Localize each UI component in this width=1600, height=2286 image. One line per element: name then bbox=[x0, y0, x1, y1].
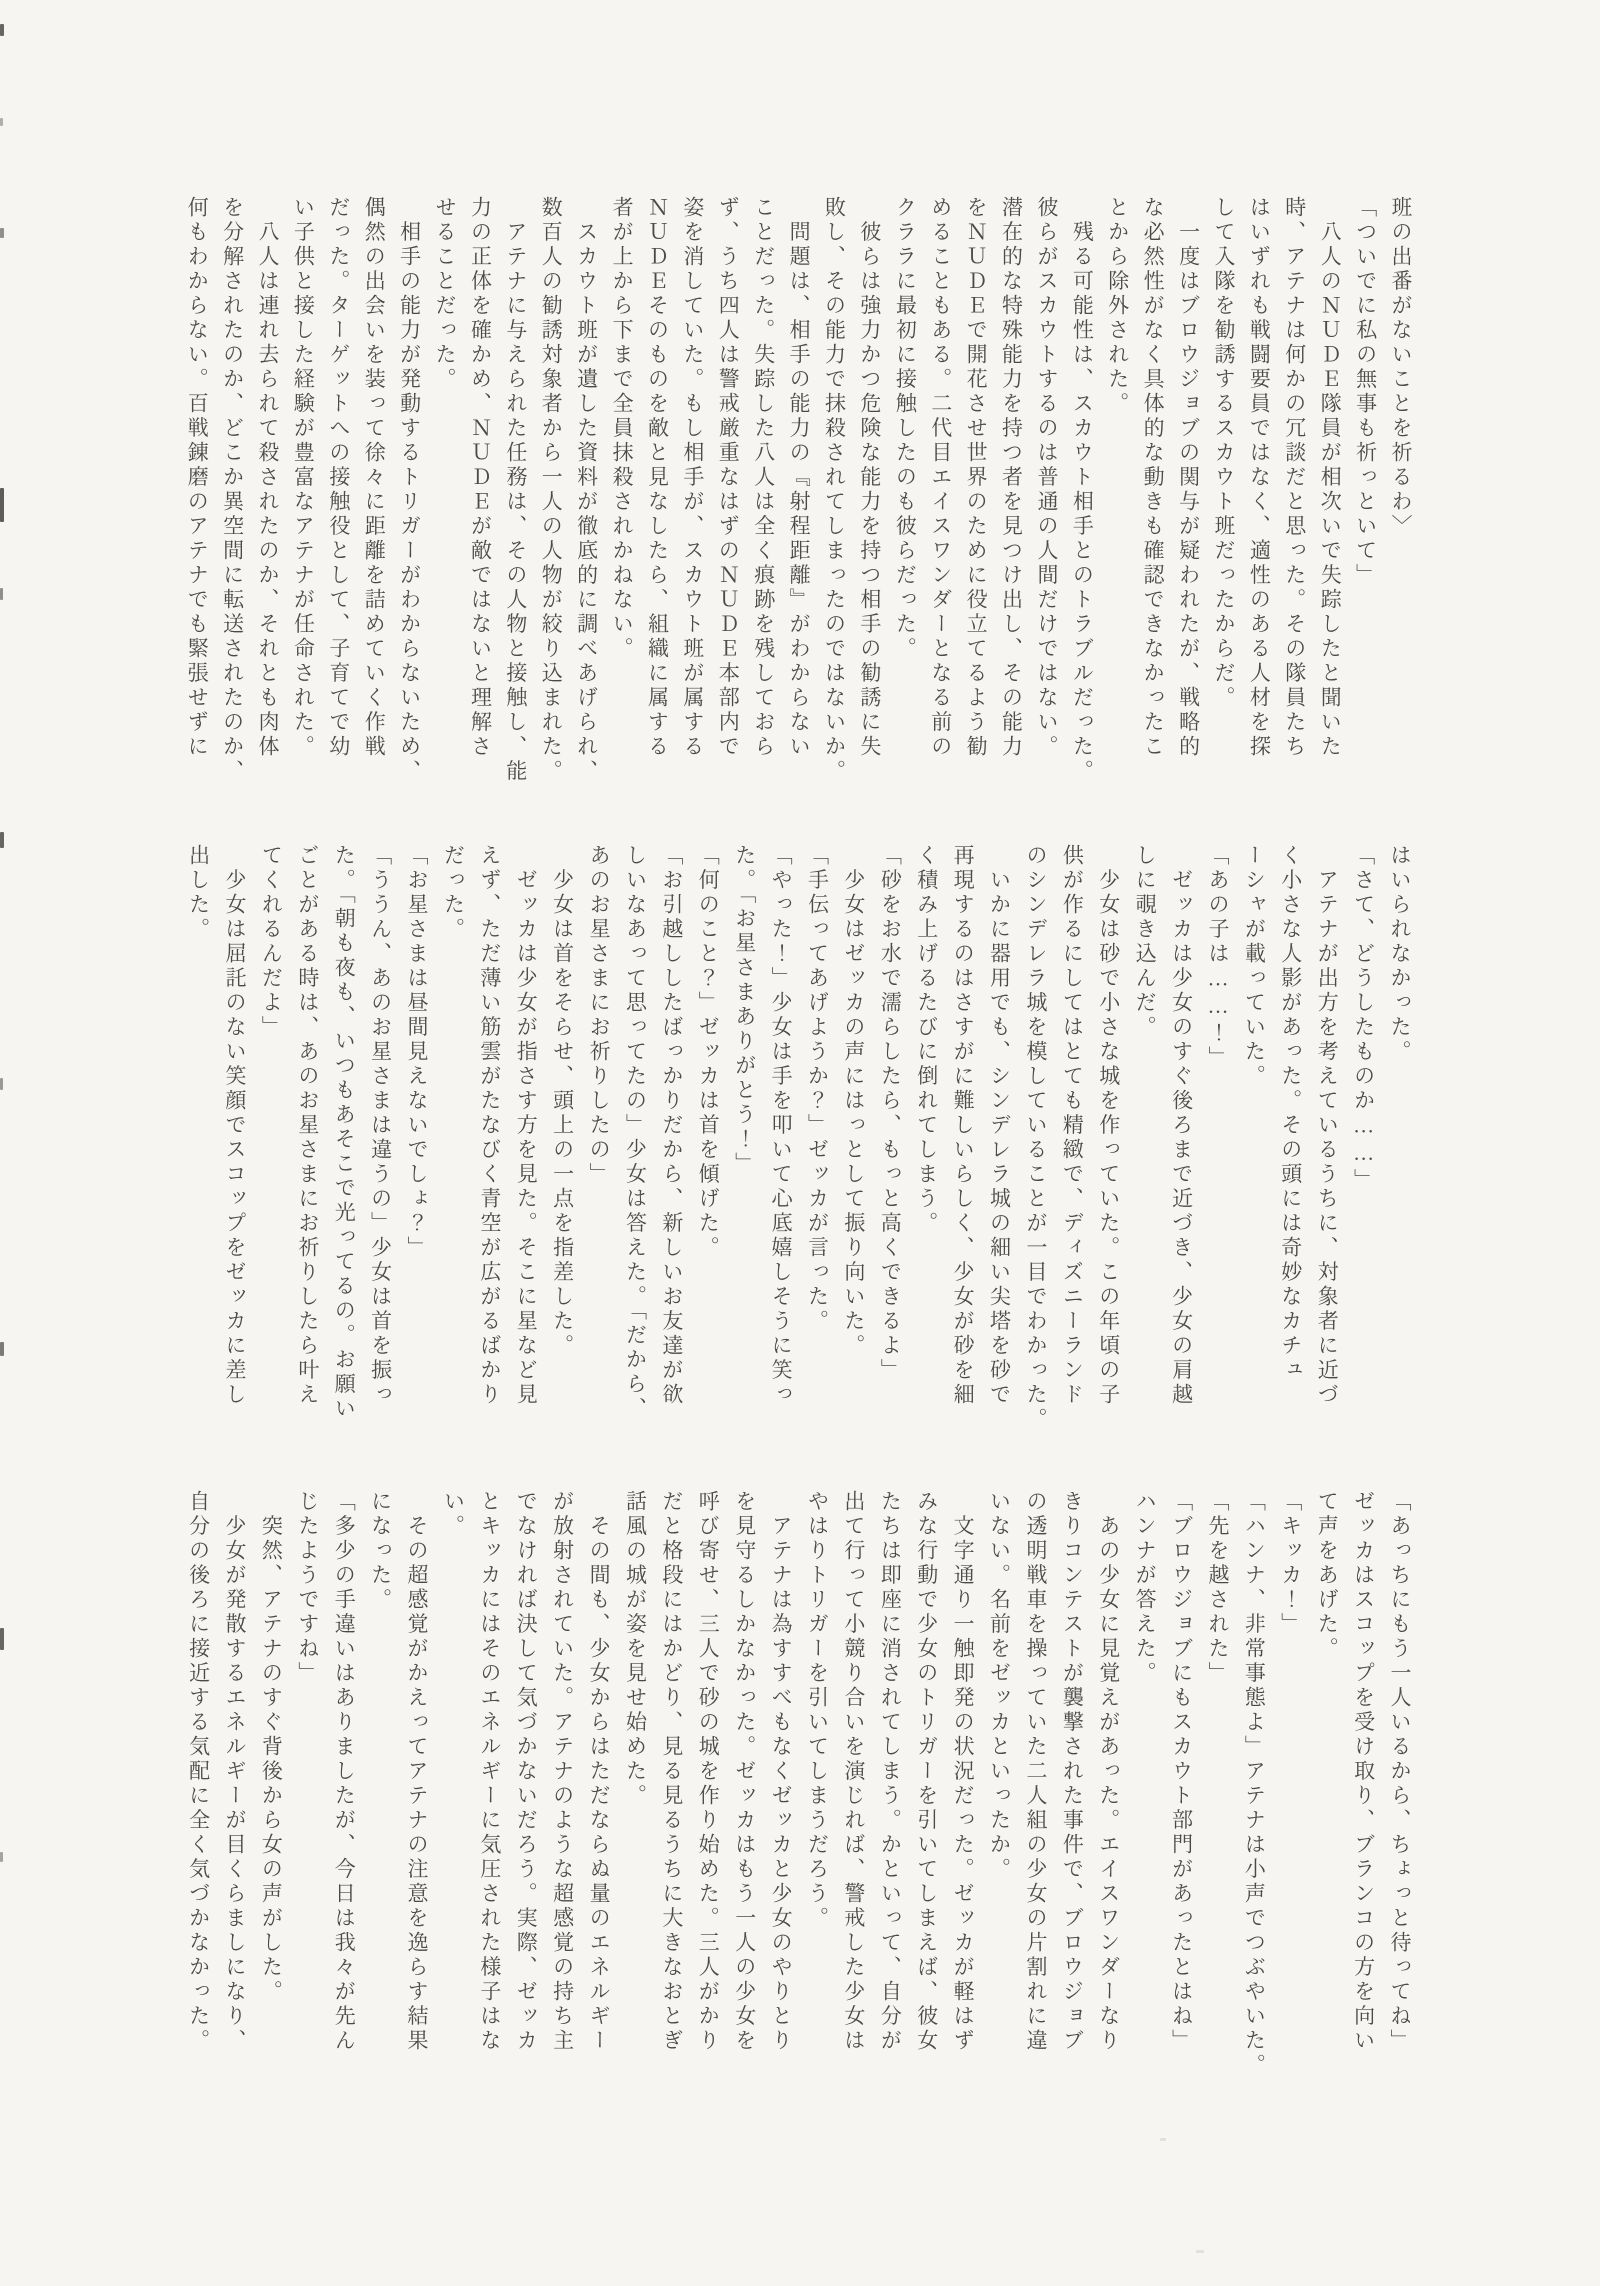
text-column: 自分の後ろに接近する気配に全く気づかなかった。 bbox=[186, 1490, 211, 2054]
text-column: 八人のＮＵＤＥ隊員が相次いで失踪したと聞いた bbox=[1318, 196, 1343, 760]
scan-artifact bbox=[1160, 2138, 1166, 2141]
text-column: 供が作るにしてはとても精緻で、ディズニーランド bbox=[1060, 844, 1085, 1408]
text-column: スカウト班が遺した資料が徹底的に調べあげられ、 bbox=[574, 196, 599, 784]
text-column: だと格段にはかどり、見る見るうちに大きなおとぎ bbox=[659, 1490, 684, 2054]
text-column: 残る可能性は、スカウト相手とのトラブルだった。 bbox=[1070, 196, 1095, 784]
scan-artifact bbox=[0, 228, 4, 238]
text-column: 「ううん、あのお星さまは違うの」少女は首を振っ bbox=[368, 844, 393, 1408]
text-column: 再現するのはさすがに難しいらしく、少女が砂を細 bbox=[951, 844, 976, 1408]
text-column: 相手の能力が発動するトリガーがわからないため、 bbox=[397, 196, 422, 784]
text-column: 「お引越ししたばっかりだから、新しいお友達が欲 bbox=[659, 844, 684, 1408]
text-column: 少女は首をそらせ、頭上の一点を指差した。 bbox=[550, 844, 575, 1359]
text-column: 呼び寄せ、三人で砂の城を作り始めた。三人がかり bbox=[696, 1490, 721, 2054]
text-column: て声をあげた。 bbox=[1315, 1490, 1340, 1662]
scan-artifact bbox=[0, 588, 3, 600]
text-column: い子供と接した経験が豊富なアテナが任命された。 bbox=[291, 196, 316, 760]
text-column: その間も、少女からはただならぬ量のエネルギー bbox=[587, 1490, 612, 2054]
text-column: クララに最初に接触したのも彼らだった。 bbox=[893, 196, 918, 662]
text-column: 「あっちにもう一人いるから、ちょっと待ってね」 bbox=[1388, 1490, 1412, 2054]
text-column: はいられなかった。 bbox=[1388, 844, 1412, 1065]
text-column: い。 bbox=[441, 1490, 466, 1539]
text-column: 少女が発散するエネルギーが目くらましになり、 bbox=[223, 1490, 247, 2054]
text-column: 何もわからない。百戦錬磨のアテナでも緊張せずに bbox=[185, 196, 210, 760]
text-column: ハンナが答えた。 bbox=[1133, 1490, 1158, 1686]
text-column: 潜在的な特殊能力を持つ者を見つけ出し、その能力 bbox=[999, 196, 1024, 760]
text-column: アテナに与えられた任務は、その人物と接触し、能 bbox=[503, 196, 528, 784]
text-column: じたようですね」 bbox=[295, 1490, 320, 1686]
scan-artifact bbox=[0, 1078, 3, 1090]
text-column: な必然性がなく具体的な動きも確認できなかったこ bbox=[1141, 196, 1166, 760]
text-column: ＮＵＤＥそのものを敵と見なしたら、組織に属する bbox=[645, 196, 670, 760]
text-column: いない。名前をゼッカといったか。 bbox=[987, 1490, 1012, 1882]
text-column: 力の正体を確かめ、ＮＵＤＥが敵ではないと理解さ bbox=[468, 196, 493, 760]
text-column: はいずれも戦闘要員ではなく、適性のある人材を探 bbox=[1247, 196, 1272, 760]
text-column: ーシャが載っていた。 bbox=[1242, 844, 1267, 1089]
text-column: やはりトリガーを引いてしまうだろう。 bbox=[805, 1490, 830, 1931]
text-column: 少女は砂で小さな城を作っていた。この年頃の子 bbox=[1096, 844, 1121, 1408]
text-column: ゼッカはスコップを受け取り、ブランコの方を向い bbox=[1351, 1490, 1376, 2054]
text-column: せることだった。 bbox=[433, 196, 458, 392]
text-column: とキッカにはそのエネルギーに気圧された様子はな bbox=[477, 1490, 502, 2054]
text-column: して入隊を勧誘するスカウト班だったからだ。 bbox=[1211, 196, 1236, 711]
scan-artifact bbox=[1196, 2250, 1204, 2253]
text-column: が放射されていた。アテナのような超感覚の持ち主 bbox=[550, 1490, 575, 2054]
text-column: の透明戦車を操っていた二人組の少女の片割れに違 bbox=[1023, 1490, 1048, 2054]
text-column: 「ついでに私の無事も祈っといて」 bbox=[1353, 196, 1378, 588]
text-column: 「手伝ってあげようか？」ゼッカが言った。 bbox=[805, 844, 830, 1334]
text-column: 「先を越された」 bbox=[1205, 1490, 1230, 1686]
text-column: 少女はゼッカの声にはっとして振り向いた。 bbox=[841, 844, 866, 1359]
text-column: 「やった！」少女は手を叩いて心底嬉しそうに笑っ bbox=[769, 844, 794, 1408]
scan-artifact bbox=[0, 832, 4, 848]
text-column: でなければ決して気づかないだろう。実際、ゼッカ bbox=[514, 1490, 539, 2054]
text-column: だった。 bbox=[441, 844, 466, 942]
text-column: 「キッカ！」 bbox=[1278, 1490, 1303, 1637]
text-column: 「あの子は……！」 bbox=[1205, 844, 1230, 1071]
text-column: 話風の城が姿を見せ始めた。 bbox=[623, 1490, 648, 1809]
text-column: をＮＵＤＥで開花させ世界のために役立てるよう勧 bbox=[964, 196, 989, 760]
text-column: あのお星さまにお祈りしたの」 bbox=[587, 844, 612, 1187]
text-column: 「お星さまは昼間見えないでしょ？」 bbox=[405, 844, 430, 1261]
text-column: ことだった。失踪した八人は全く痕跡を残しておら bbox=[751, 196, 776, 760]
text-column: その超感覚がかえってアテナの注意を逸らす結果 bbox=[405, 1490, 430, 2054]
text-column: 時、アテナは何かの冗談だと思った。その隊員たち bbox=[1282, 196, 1307, 760]
text-column: 姿を消していた。もし相手が、スカウト班が属する bbox=[680, 196, 705, 760]
text-column: あの少女に見覚えがあった。エイスワンダーなり bbox=[1096, 1490, 1121, 2054]
text-band-2 bbox=[180, 844, 1418, 1456]
text-column: 問題は、相手の能力の『射程距離』がわからない bbox=[787, 196, 812, 760]
text-column: 班の出番がないことを祈るわ〉 bbox=[1389, 196, 1413, 539]
text-column: た。「朝も夜も、いつもあそこで光ってるの。お願い bbox=[332, 844, 357, 1422]
scan-artifact bbox=[0, 1628, 4, 1650]
scan-artifact bbox=[0, 488, 4, 522]
text-column: めることもある。二代目エイスワンダーとなる前の bbox=[928, 196, 953, 760]
text-column: 敗し、その能力で抹殺されてしまったのではないか。 bbox=[822, 196, 847, 784]
text-column: しに覗き込んだ。 bbox=[1133, 844, 1158, 1040]
text-column: 「ハンナ、非常事態よ」アテナは小声でつぶやいた。 bbox=[1242, 1490, 1267, 2078]
text-column: 出した。 bbox=[186, 844, 211, 942]
text-column: きりコンテストが襲撃された事件で、ブロウジョブ bbox=[1060, 1490, 1085, 2054]
text-column: アテナは為すすべもなくゼッカと少女のやりとり bbox=[769, 1490, 794, 2054]
text-column: アテナが出方を考えているうちに、対象者に近づ bbox=[1315, 844, 1340, 1408]
text-column: だった。ターゲットへの接触役として、子育てで幼 bbox=[326, 196, 351, 760]
text-column: 「砂をお水で濡らしたら、もっと高くできるよ」 bbox=[878, 844, 903, 1383]
text-column: ゼッカは少女のすぐ後ろまで近づき、少女の肩越 bbox=[1169, 844, 1194, 1408]
text-column: になった。 bbox=[368, 1490, 393, 1613]
text-column: いかに器用でも、シンデレラ城の細い尖塔を砂で bbox=[987, 844, 1012, 1408]
text-column: 「さて、どうしたものか……」 bbox=[1351, 844, 1376, 1193]
scan-artifact bbox=[0, 24, 4, 36]
text-column: を分解されたのか、どこか異空間に転送されたのか、 bbox=[220, 196, 245, 784]
text-column: 一度はブロウジョブの関与が疑われたが、戦略的 bbox=[1176, 196, 1201, 760]
text-column: 彼らがスカウトするのは普通の人間だけではない。 bbox=[1034, 196, 1059, 760]
scan-artifact bbox=[0, 1342, 4, 1356]
text-column: 「何のこと？」ゼッカは首を傾げた。 bbox=[696, 844, 721, 1261]
text-column: を見守るしかなかった。ゼッカはもう一人の少女を bbox=[732, 1490, 757, 2054]
text-column: しいなあって思ってたの」少女は答えた。「だから、 bbox=[623, 844, 648, 1422]
text-column: ず、うち四人は警戒厳重なはずのＮＵＤＥ本部内で bbox=[716, 196, 741, 760]
text-band-1 bbox=[179, 196, 1418, 796]
text-column: 出て行って小競り合いを演じれば、警戒した少女は bbox=[841, 1490, 866, 2054]
text-column: みな行動で少女のトリガーを引いてしまえば、彼女 bbox=[914, 1490, 939, 2054]
text-column: てくれるんだよ」 bbox=[259, 844, 284, 1040]
text-column: 偶然の出会いを装って徐々に距離を詰めていく作戦 bbox=[362, 196, 387, 760]
text-column: のシンデレラ城を模していることが一目でわかった。 bbox=[1023, 844, 1048, 1432]
text-column: く小さな人影があった。その頭には奇妙なカチュ bbox=[1278, 844, 1303, 1383]
text-column: 八人は連れ去られて殺されたのか、それとも肉体 bbox=[256, 196, 280, 760]
text-column: 「ブロウジョブにもスカウト部門があったとはね」 bbox=[1169, 1490, 1194, 2054]
scan-artifact bbox=[0, 1852, 3, 1862]
text-column: く積み上げるたびに倒れてしまう。 bbox=[914, 844, 939, 1236]
text-column: 彼らは強力かつ危険な能力を持つ相手の勧誘に失 bbox=[857, 196, 882, 760]
text-column: 少女は屈託のない笑顔でスコップをゼッカに差し bbox=[223, 844, 247, 1408]
text-column: ゼッカは少女が指さす方を見た。そこに星など見 bbox=[514, 844, 539, 1408]
text-column: とから除外された。 bbox=[1105, 196, 1130, 417]
text-column: 「多少の手違いはありましたが、今日は我々が先ん bbox=[332, 1490, 357, 2054]
scan-artifact bbox=[0, 118, 3, 126]
text-column: たちは即座に消されてしまう。かといって、自分が bbox=[878, 1490, 903, 2054]
text-column: 者が上から下まで全員抹殺されかねない。 bbox=[610, 196, 635, 662]
text-column: ごとがある時は、あのお星さまにお祈りしたら叶え bbox=[295, 844, 320, 1408]
text-column: 数百人の勧誘対象者から一人の人物が絞り込まれた。 bbox=[539, 196, 564, 784]
text-column: た。「お星さまありがとう！」 bbox=[732, 844, 757, 1177]
text-column: 文字通り一触即発の状況だった。ゼッカが軽はず bbox=[951, 1490, 976, 2054]
text-band-3 bbox=[180, 1490, 1418, 2090]
text-column: えず、ただ薄い筋雲がたなびく青空が広がるばかり bbox=[477, 844, 502, 1408]
text-column: 突然、アテナのすぐ背後から女の声がした。 bbox=[259, 1490, 284, 2005]
